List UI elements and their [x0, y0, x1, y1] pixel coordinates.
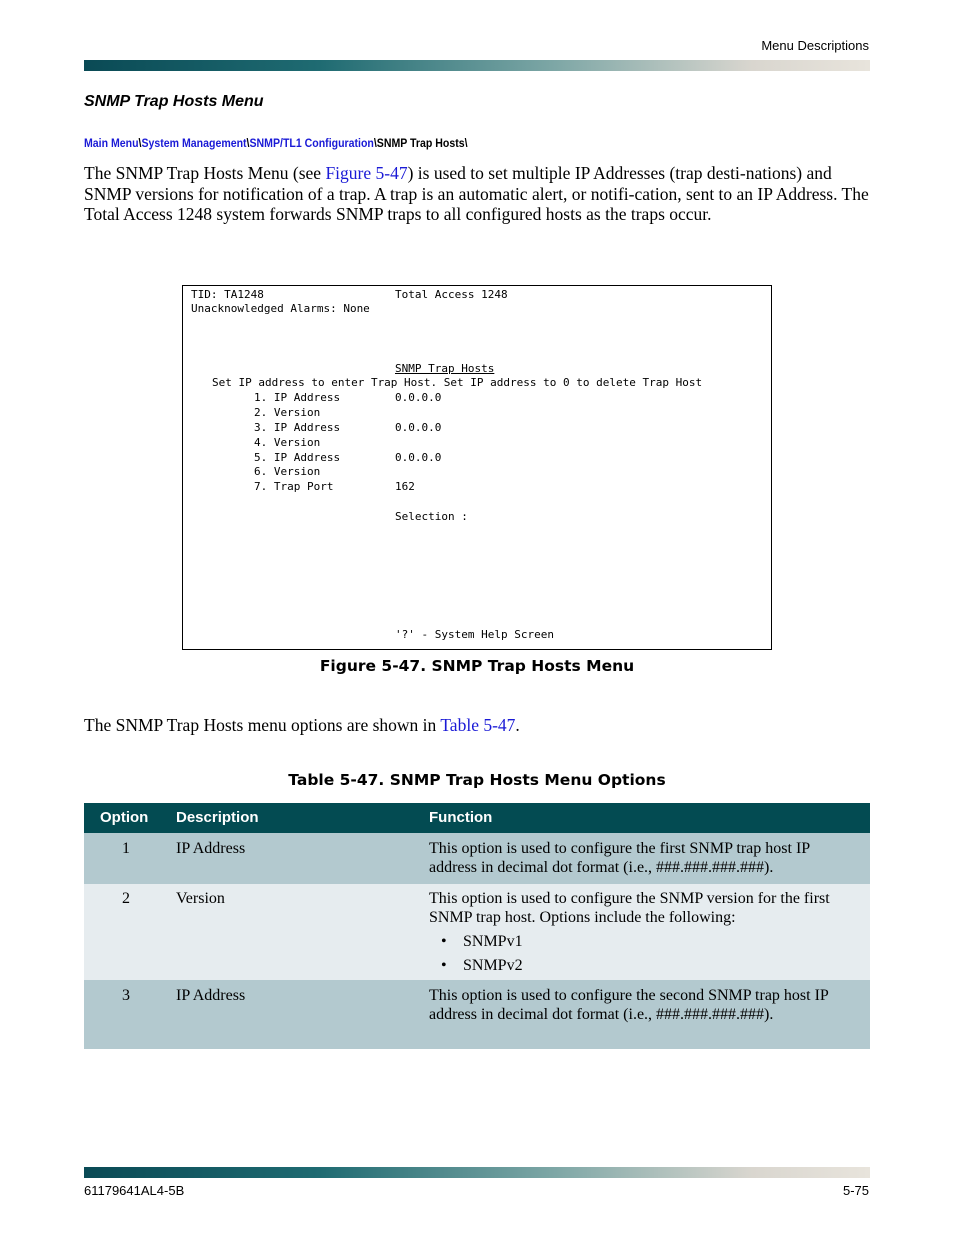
cell-function-block	[429, 889, 861, 975]
menu-item-label[interactable]: 5. IP Address	[254, 451, 341, 464]
cell-option: 1	[122, 840, 130, 857]
breadcrumb-separator: \	[246, 136, 250, 150]
doc-number: 61179641AL4-5B	[84, 1183, 185, 1198]
cell-function: This option is used to configure the first SNMP trap host IP address in decimal dot format (i.e., ###.###.###.###).	[429, 840, 810, 876]
terminal-screen	[182, 285, 772, 650]
table-header	[84, 803, 870, 833]
intro-text: The SNMP Trap Hosts Menu (see	[84, 163, 326, 183]
intro-paragraph	[84, 163, 874, 225]
header-function: Function	[429, 809, 493, 826]
breadcrumb	[84, 136, 468, 150]
cell-option: 3	[122, 987, 130, 1004]
intro-text-cont: ) is used to set multiple IP Addresses (trap desti-nations) and SNMP versions for notification of a trap. A trap is an automatic alert, or notifi-cation, sent to an IP Address. The Total Access 1248 system forwards SNMP traps to all configured hosts as the traps occur.	[84, 163, 869, 224]
options-text: The SNMP Trap Hosts menu options are shown in	[84, 715, 441, 735]
table-caption: Table 5-47. SNMP Trap Hosts Menu Options	[288, 771, 666, 789]
breadcrumb-system-management[interactable]: System Management	[141, 136, 247, 150]
menu-item-label[interactable]: 6. Version	[254, 465, 321, 478]
options-table	[84, 803, 870, 1049]
menu-item-label[interactable]: 1. IP Address	[254, 391, 341, 404]
breadcrumb-main-menu[interactable]: Main Menu	[84, 136, 139, 150]
cell-description: IP Address	[176, 840, 246, 857]
terminal-alarms: Unacknowledged Alarms: None	[191, 302, 370, 315]
figure-caption: Figure 5-47. SNMP Trap Hosts Menu	[319, 657, 635, 675]
running-header: Menu Descriptions	[761, 38, 869, 53]
terminal-product: Total Access 1248	[395, 288, 508, 301]
menu-item-value: 162	[395, 480, 415, 493]
breadcrumb-separator: \	[138, 136, 142, 150]
bullet-item	[429, 956, 861, 975]
bullet-text: SNMPv1	[463, 933, 523, 950]
cell-description: IP Address	[176, 987, 246, 1004]
header-description: Description	[176, 809, 259, 826]
table-link[interactable]: Table 5-47	[440, 715, 516, 735]
menu-item-label[interactable]: 2. Version	[254, 406, 321, 419]
figure-link[interactable]: Figure 5-47	[325, 163, 408, 183]
menu-item-label[interactable]: 7. Trap Port	[254, 480, 334, 493]
breadcrumb-current: \SNMP Trap Hosts\	[373, 136, 468, 150]
selection-prompt[interactable]: Selection :	[395, 510, 468, 523]
header-bar	[84, 60, 870, 71]
terminal-tid: TID: TA1248	[191, 288, 264, 301]
bullet-item	[429, 932, 861, 951]
bullet-icon: •	[441, 957, 447, 974]
menu-item-value: 0.0.0.0	[395, 451, 442, 464]
terminal-menu-title: SNMP Trap Hosts	[395, 362, 495, 375]
menu-item-label[interactable]: 4. Version	[254, 436, 321, 449]
header-option: Option	[100, 809, 149, 826]
table-row	[84, 833, 870, 884]
section-title: SNMP Trap Hosts Menu	[84, 93, 264, 110]
table-row	[84, 884, 870, 980]
terminal-instruction: Set IP address to enter Trap Host. Set IP address to 0 to delete Trap Host	[212, 376, 703, 389]
footer-bar	[84, 1167, 870, 1178]
cell-function: This option is used to configure the SNMP version for the first SNMP trap host. Options include the following:	[429, 890, 830, 926]
bullet-text: SNMPv2	[463, 957, 523, 974]
menu-item-value: 0.0.0.0	[395, 421, 442, 434]
options-text-end: .	[515, 715, 520, 735]
menu-item-value: 0.0.0.0	[395, 391, 442, 404]
cell-option: 2	[122, 890, 130, 907]
cell-function: This option is used to configure the second SNMP trap host IP address in decimal dot format (i.e., ###.###.###.###).	[429, 987, 829, 1023]
menu-item-label[interactable]: 3. IP Address	[254, 421, 341, 434]
bullet-icon: •	[441, 933, 447, 950]
page-number: 5-75	[842, 1183, 869, 1198]
cell-description: Version	[176, 890, 225, 907]
breadcrumb-snmp-tl1-configuration[interactable]: SNMP/TL1 Configuration	[249, 136, 374, 150]
options-paragraph	[84, 715, 874, 736]
table-row	[84, 980, 870, 1049]
help-hint: '?' - System Help Screen	[395, 628, 554, 641]
